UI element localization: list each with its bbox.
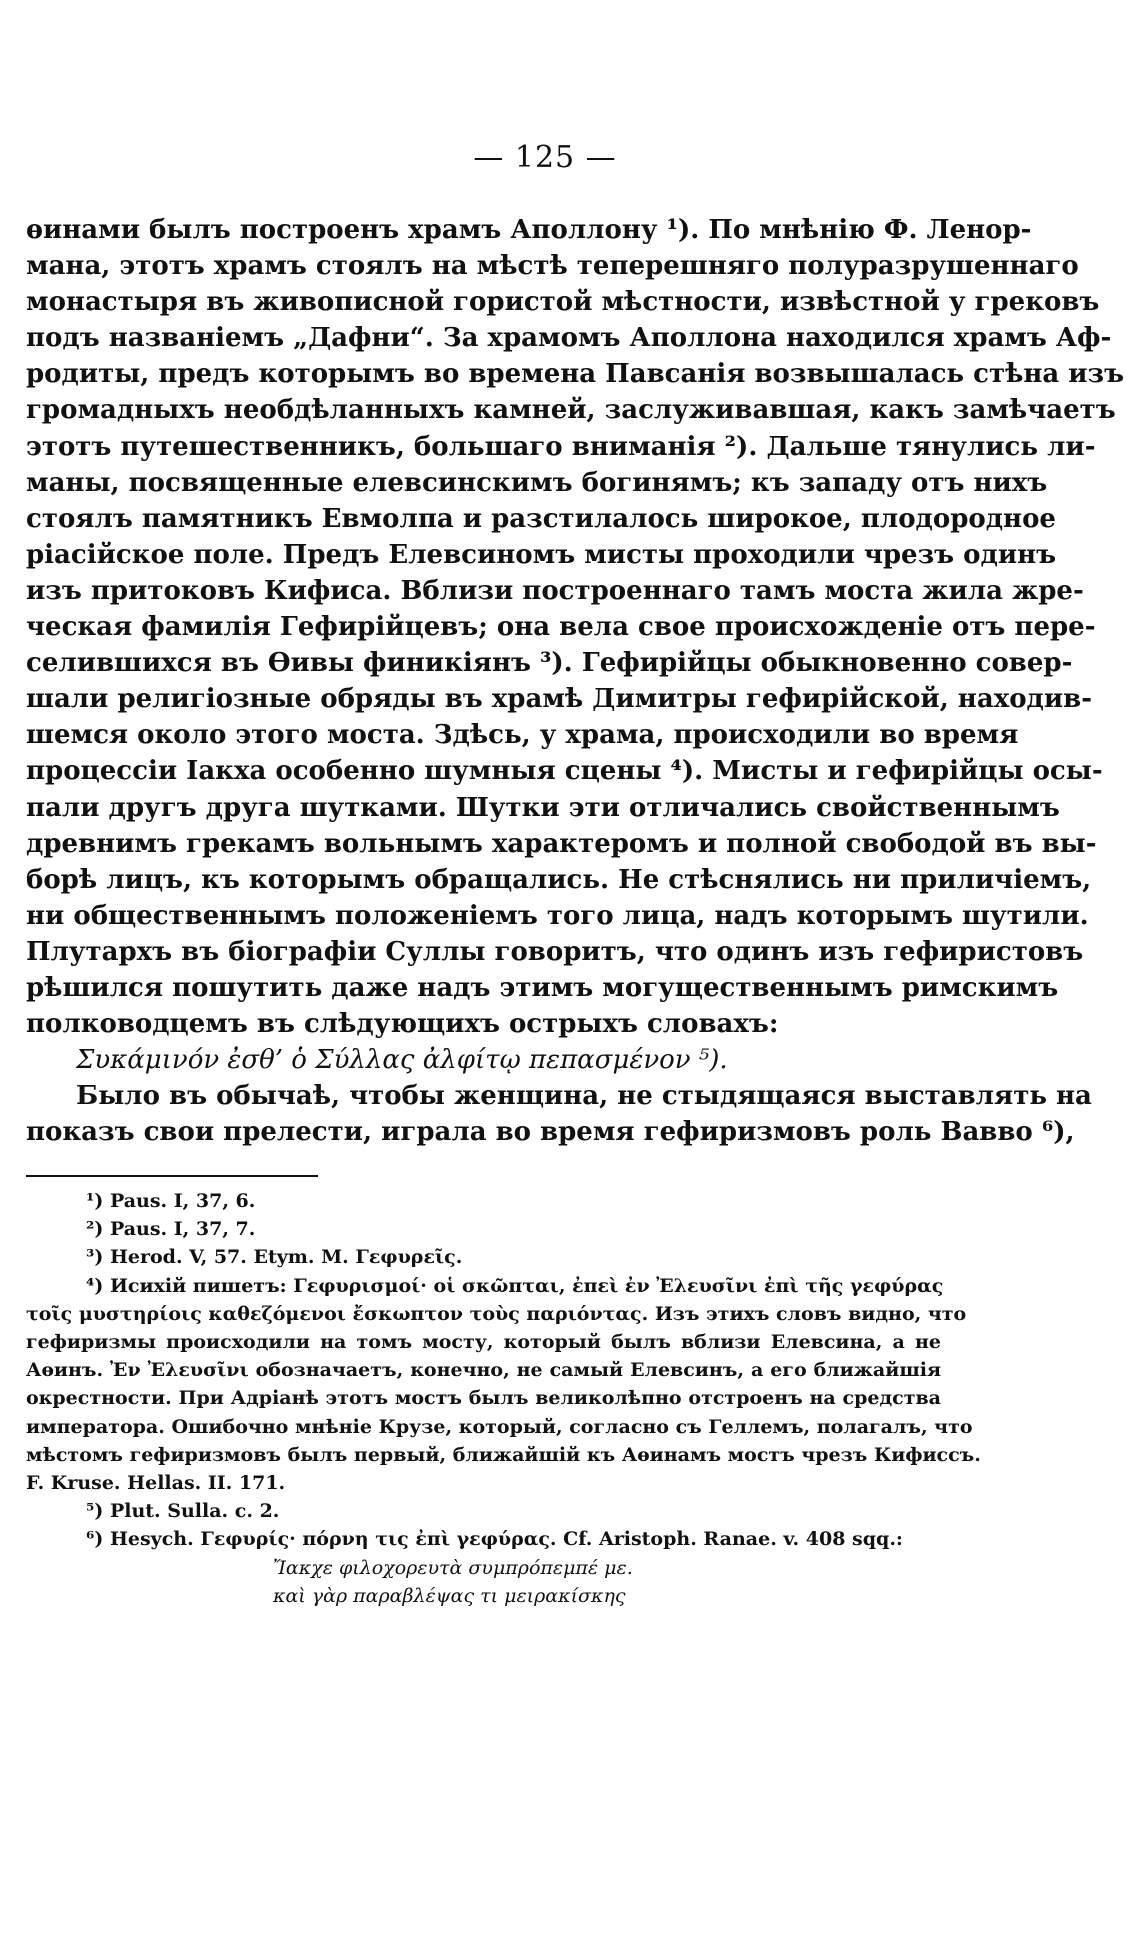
greek-quotation: Συκάμινόν ἐσθ’ ὁ Σύλλας ἀλφίτῳ πεπασμένον ⁵). — [76, 1045, 728, 1076]
text-line: полководцемъ въ слѣдующихъ острыхъ словахъ: — [26, 1009, 779, 1040]
text-line: шали религіозные обряды въ храмѣ Димитры гефирійской, находив- — [26, 684, 1092, 715]
text-line: ни общественнымъ положеніемъ того лица, надъ которымъ шутили. — [26, 900, 1089, 931]
page-number: — 125 — — [473, 140, 617, 175]
text-line: шемся около этого моста. Здѣсь, у храма, происходили во время — [26, 720, 1019, 751]
footnote-text: Аѳинъ. Ἐν Ἐλευσῖνι обозначаетъ, конечно, не самый Елевсинъ, а его ближайшія — [26, 1359, 941, 1382]
footnote-marker: ⁶) — [86, 1528, 104, 1551]
footnote-text: Plut. Sulla. c. 2. — [109, 1500, 280, 1523]
text-line: Плутархъ въ біографіи Суллы говоритъ, что одинъ изъ гефиристовъ — [26, 936, 1084, 967]
footnote-text: императора. Ошибочно мнѣніе Крузе, который, согласно съ Геллемъ, полагалъ, что — [26, 1415, 973, 1438]
text-line: мана, этотъ храмъ стоялъ на мѣстѣ теперешняго полуразрушеннаго — [26, 251, 1079, 282]
greek-verse-line: καὶ γὰρ παραβλέψας τι μειρακίσκης — [273, 1584, 626, 1607]
footnote-text: τοῖς μυστηρίοις καθεζόμενοι ἔσκωπτον τοὺς παριόντας. Изъ этихъ словъ видно, что — [26, 1302, 967, 1325]
text-line: ѳинами былъ построенъ храмъ Аполлону ¹). По мнѣнію Ф. Ленор- — [26, 215, 1032, 245]
footnote-text: Herod. V, 57. Etym. M. Γεφυρεῖς. — [109, 1246, 463, 1269]
footnote-marker: ⁴) — [86, 1274, 104, 1297]
footnote-text: окрестности. При Адріанѣ этотъ мостъ былъ великолѣпно отстроенъ на средства — [26, 1387, 941, 1410]
greek-verse-line: Ἴακχε φιλοχορευτὰ συμπρόπεμπέ με. — [273, 1556, 633, 1579]
text-line: рѣшился пошутить даже надъ этимъ могущественнымъ римскимъ — [26, 972, 1059, 1003]
text-line: маны, посвященные елевсинскимъ богинямъ; къ западу отъ нихъ — [26, 467, 1048, 498]
footnote-text: Исихій пишетъ: Γεφυρισμοί· οἱ σκῶπται, ἐπεὶ ἐν Ἐλευσῖνι ἐπὶ τῆς γεφύρας — [109, 1274, 944, 1297]
footnote-marker: ²) — [86, 1218, 104, 1241]
text-line: стоялъ памятникъ Евмолпа и разстилалось широкое, плодородное — [26, 503, 1056, 534]
footnote-marker: ⁵) — [86, 1500, 104, 1523]
main-text — [26, 212, 1125, 1150]
footnote-6 — [26, 1525, 941, 1553]
text-line: показъ свои прелести, играла во время гефиризмовъ роль Вавво ⁶), — [26, 1117, 1075, 1148]
text-line: ріасійское поле. Предъ Елевсиномъ мисты проходили чрезъ одинъ — [26, 539, 1057, 570]
text-line: селившихся въ Ѳивы финикіянъ ³). Гефирійцы обыкновенно совер- — [26, 648, 1073, 679]
footnote-5 — [26, 1497, 941, 1525]
text-line: борѣ лицъ, къ которымъ обращались. Не стѣснялись ни приличіемъ, — [26, 864, 1092, 895]
text-line: изъ притоковъ Кифиса. Вблизи построеннаго тамъ моста жила жре- — [26, 575, 1084, 606]
footnote-text: мѣстомъ гефиризмовъ былъ первый, ближайшій къ Аѳинамъ мостъ чрезъ Кифиссъ. — [26, 1443, 981, 1466]
footnote-marker: ³) — [86, 1246, 104, 1269]
text-line: Было въ обычаѣ, чтобы женщина, не стыдящаяся выставлять на — [76, 1081, 1092, 1112]
text-line: пали другъ друга шутками. Шутки эти отличались свойственнымъ — [26, 792, 1060, 823]
text-line: подъ названіемъ „Дафни“. За храмомъ Аполлона находился храмъ Аф- — [26, 323, 1112, 354]
footnote-1 — [26, 1187, 941, 1215]
text-line: процессіи Іакха особенно шумныя сцены ⁴). Мисты и гефирійцы осы- — [26, 756, 1103, 787]
footnote-text: Paus. I, 37, 7. — [109, 1218, 256, 1241]
footnote-3 — [26, 1243, 941, 1271]
footnote-marker: ¹) — [86, 1190, 104, 1212]
footnote-4 — [26, 1272, 944, 1300]
text-line: ческая фамилія Гефирійцевъ; она вела свое происхожденіе отъ пере- — [26, 612, 1096, 643]
footnote-text: Paus. I, 37, 6. — [109, 1190, 256, 1212]
text-line: родиты, предъ которымъ во времена Павсанія возвышалась стѣна изъ — [26, 359, 1125, 390]
footnote-divider — [26, 1175, 318, 1177]
text-line: монастыря въ живописной гористой мѣстности, извѣстной у грековъ — [26, 287, 1100, 318]
text-line: древнимъ грекамъ вольнымъ характеромъ и полной свободой въ вы- — [26, 828, 1097, 859]
footnote-text: гефиризмы происходили на томъ мосту, который былъ вблизи Елевсина, а не — [26, 1331, 941, 1354]
text-line: этотъ путешественникъ, большаго вниманія ²). Дальше тянулись ли- — [26, 431, 1096, 462]
footnote-2 — [26, 1215, 941, 1243]
footnote-text: F. Kruse. Hellas. II. 171. — [26, 1472, 286, 1495]
footnotes — [26, 1187, 981, 1610]
footnote-text: Hesych. Γεφυρίς· πόρνη τις ἐπὶ γεφύρας. Cf. Aristoph. Ranae. v. 408 sqq.: — [109, 1528, 903, 1551]
text-line: громадныхъ необдѣланныхъ камней, заслуживавшая, какъ замѣчаетъ — [26, 395, 1116, 426]
